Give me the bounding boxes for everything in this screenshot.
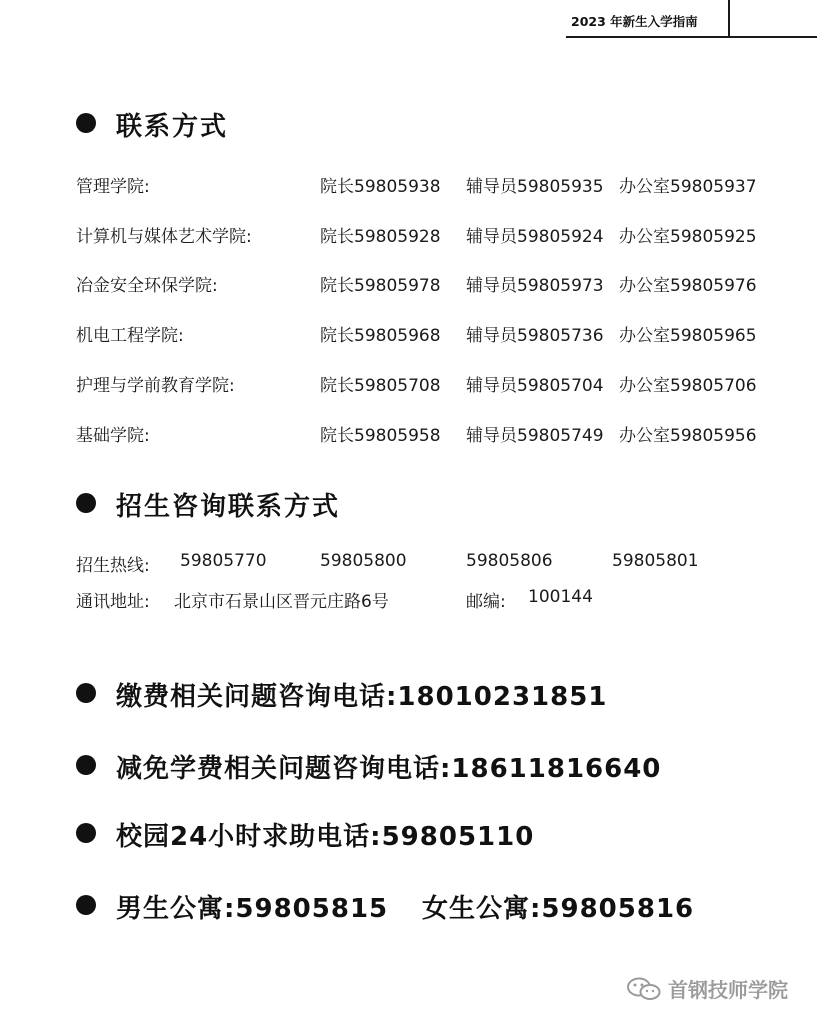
office-phone: 办公室59805956 <box>619 426 757 446</box>
college-name: 计算机与媒体艺术学院: <box>76 227 252 247</box>
bullet-icon <box>76 895 96 915</box>
counselor-phone: 辅导员59805749 <box>466 426 604 446</box>
dean-phone: 院长59805928 <box>320 227 441 247</box>
bullet-icon <box>76 823 96 843</box>
college-name: 基础学院: <box>76 426 150 446</box>
address-label: 通讯地址: <box>76 592 150 612</box>
office-phone: 办公室59805937 <box>619 177 757 197</box>
bullet-icon <box>76 683 96 703</box>
wechat-icon <box>626 977 662 1001</box>
counselor-phone: 辅导员59805704 <box>466 376 604 396</box>
college-name: 护理与学前教育学院: <box>76 376 235 396</box>
address-value: 北京市石景山区晋元庄路6号 <box>174 592 389 612</box>
counselor-phone: 辅导员59805736 <box>466 326 604 346</box>
campus-help-line: 校园24小时求助电话:59805110 <box>116 822 535 852</box>
counselor-phone: 辅导员59805935 <box>466 177 604 197</box>
contact-heading: 联系方式 <box>116 112 229 142</box>
counselor-phone: 辅导员59805924 <box>466 227 604 247</box>
dean-phone: 院长59805958 <box>320 426 441 446</box>
counselor-phone: 辅导员59805973 <box>466 276 604 296</box>
hotline-label: 招生热线: <box>76 556 150 576</box>
office-phone: 办公室59805965 <box>619 326 757 346</box>
hotline-number: 59805801 <box>612 551 699 571</box>
tuition-reduction-line: 减免学费相关问题咨询电话:18611816640 <box>116 754 662 784</box>
dean-phone: 院长59805938 <box>320 177 441 197</box>
bullet-icon <box>76 493 96 513</box>
dean-phone: 院长59805968 <box>320 326 441 346</box>
bullet-icon <box>76 113 96 133</box>
office-phone: 办公室59805925 <box>619 227 757 247</box>
admission-heading: 招生咨询联系方式 <box>116 492 341 522</box>
hotline-number: 59805770 <box>180 551 267 571</box>
college-name: 冶金安全环保学院: <box>76 276 218 296</box>
office-phone: 办公室59805976 <box>619 276 757 296</box>
hotline-number: 59805800 <box>320 551 407 571</box>
fee-inquiry-line: 缴费相关问题咨询电话:18010231851 <box>116 682 608 712</box>
postcode-label: 邮编: <box>466 592 506 612</box>
bullet-icon <box>76 755 96 775</box>
hotline-number: 59805806 <box>466 551 553 571</box>
postcode-value: 100144 <box>528 587 593 607</box>
dorm-female-line: 女生公寓:59805816 <box>422 894 695 924</box>
dean-phone: 院长59805708 <box>320 376 441 396</box>
college-name: 机电工程学院: <box>76 326 184 346</box>
watermark-text: 首钢技师学院 <box>668 978 788 1002</box>
header-rule <box>730 36 817 38</box>
dorm-male-line: 男生公寓:59805815 <box>116 894 389 924</box>
college-name: 管理学院: <box>76 177 150 197</box>
office-phone: 办公室59805706 <box>619 376 757 396</box>
header-title: 2023 年新生入学指南 <box>571 14 698 29</box>
dean-phone: 院长59805978 <box>320 276 441 296</box>
